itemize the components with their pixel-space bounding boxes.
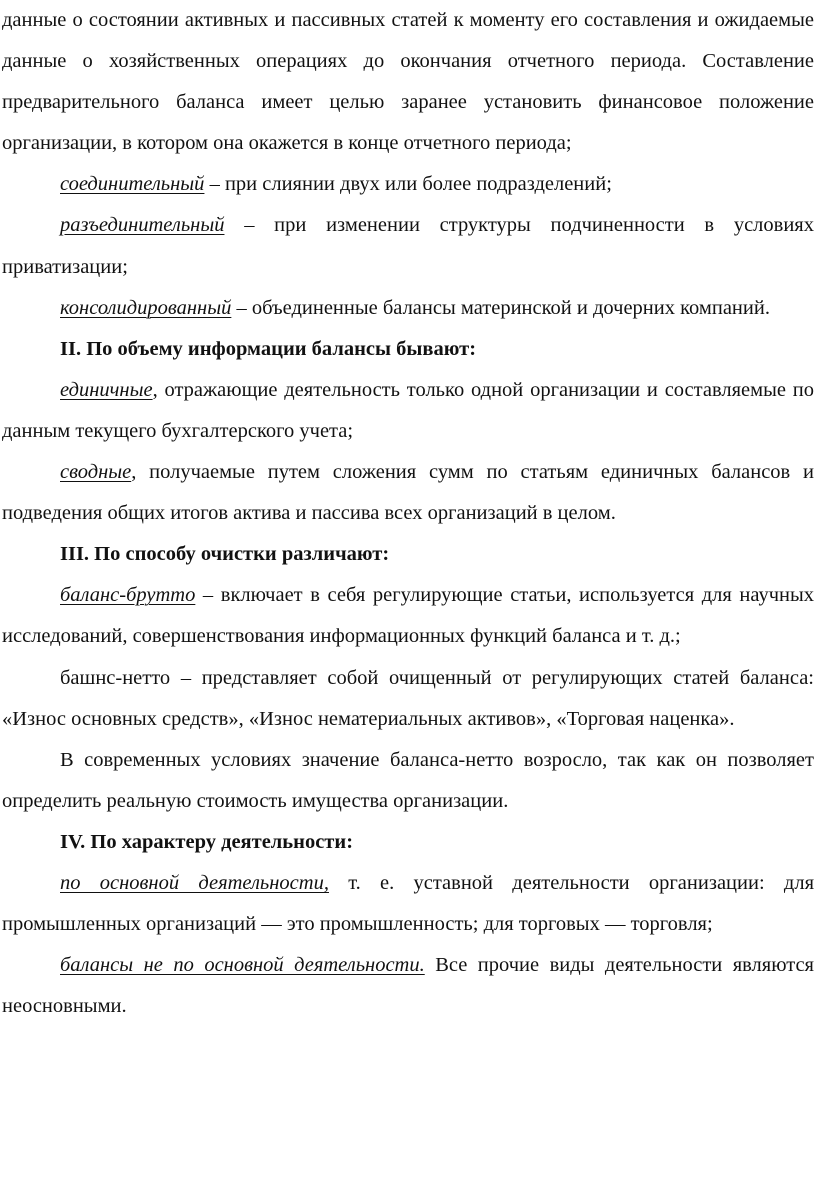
paragraph-net-balance: башнс-нетто – представляет собой очищенный от регулирующих статей баланса: «Износ основных средств», «Износ нематериальных активов», «Торговая наценка». <box>2 666 814 730</box>
term-connecting: соединительный <box>60 173 205 196</box>
term-single: единичные <box>60 378 153 401</box>
document-page <box>2 0 814 1027</box>
paragraph-non-main-activity: балансы не по основной деятельности. Все прочие виды деятельности являются неосновными. <box>2 954 814 1018</box>
paragraph-consolidated-balance: консолидированный – объединенные балансы материнской и дочерних компаний. <box>60 296 770 319</box>
paragraph-net-balance-importance: В современных условиях значение баланса-нетто возросло, так как он позволяет определить реальную стоимость имущества организации. <box>2 748 814 812</box>
paragraph-connecting-balance: соединительный – при слиянии двух или более подразделений; <box>60 173 612 196</box>
paragraph-main-activity: по основной деятельности, т. е. уставной деятельности организации: для промышленных организаций — это промышленность; для торговых — торговля; <box>2 871 814 936</box>
paragraph-single-balance: единичные, отражающие деятельность только одной организации и составляемые по данным текущего бухгалтерского учета; <box>2 378 814 442</box>
heading-by-cleaning-method: III. По способу очистки различают: <box>60 543 390 566</box>
term-gross: баланс-брутто <box>60 584 196 607</box>
term-non-main-activity: балансы не по основной деятельности. <box>60 954 425 977</box>
paragraph-separating-balance: разъединительный – при изменении структуры подчиненности в условиях приватизации; <box>2 214 814 278</box>
term-separating: разъединительный <box>60 214 225 237</box>
term-main-activity: по основной деятельности, <box>60 871 329 894</box>
paragraph-preliminary-balance: данные о состоянии активных и пассивных статей к моменту его составления и ожидаемые данные о хозяйственных операциях до окончания отчетного периода. Составление предварительного баланса имеет целью заранее установить финансовое положение организации, в котором она окажется в конце отчетного периода; <box>2 9 814 155</box>
term-summary: сводные <box>60 461 132 484</box>
paragraph-summary-balance: сводные, получаемые путем сложения сумм по статьям единичных балансов и подведения общих итогов актива и пассива всех организаций в целом. <box>2 461 814 525</box>
heading-by-information-volume: II. По объему информации балансы бывают: <box>60 337 477 360</box>
heading-by-activity-type: IV. По характеру деятельности: <box>60 830 354 853</box>
term-consolidated: консолидированный <box>60 296 232 319</box>
paragraph-gross-balance: баланс-брутто – включает в себя регулирующие статьи, используется для научных исследований, совершенствования информационных функций баланса и т. д.; <box>2 584 814 648</box>
